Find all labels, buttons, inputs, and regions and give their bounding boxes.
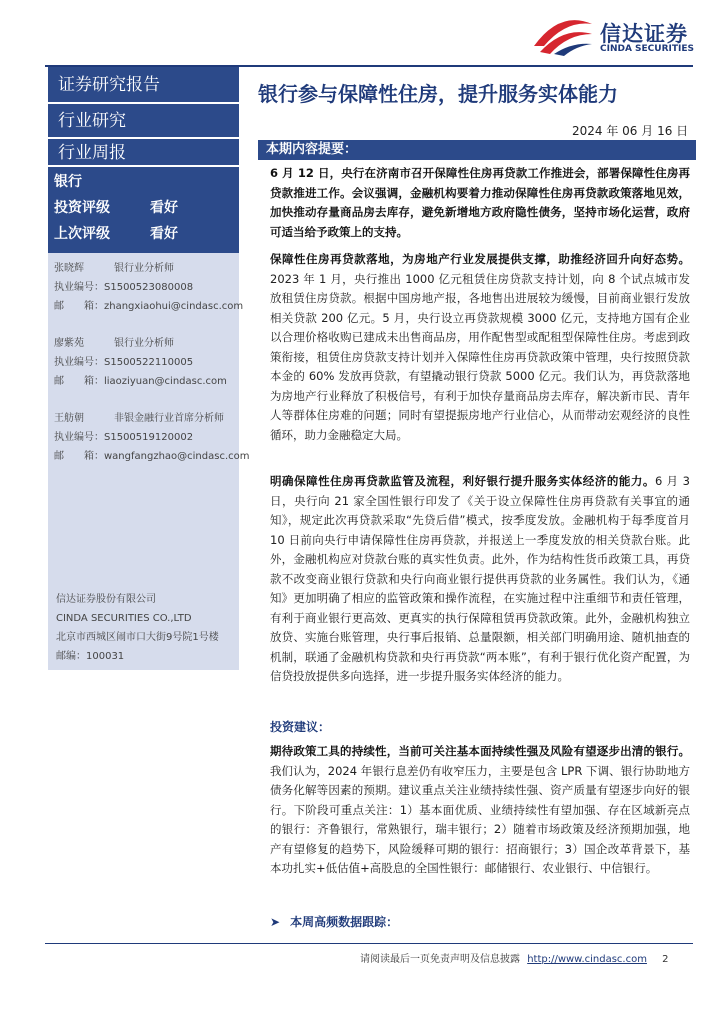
analyst-email[interactable]: 邮 箱：wangfangzhao@cindasc.com bbox=[54, 451, 250, 462]
analyst-2-name-row bbox=[54, 334, 233, 353]
prev-rating-value: 看好 bbox=[150, 226, 178, 242]
prev-rating-label: 上次评级 bbox=[54, 226, 110, 242]
high-frequency-label: 本周高频数据跟踪： bbox=[290, 915, 399, 929]
rating-value: 看好 bbox=[150, 200, 178, 216]
analyst-cert: 执业编号：S1500519120002 bbox=[54, 432, 194, 443]
footer-disclaimer: 请阅读最后一页免责声明及信息披露 bbox=[360, 954, 520, 965]
analyst-name: 廖紫苑 bbox=[54, 338, 84, 349]
high-frequency-heading bbox=[270, 913, 398, 930]
paragraph-4 bbox=[270, 742, 690, 879]
report-date: 2024 年 06 月 16 日 bbox=[572, 124, 689, 138]
paragraph-2-bold: 保障性住房再贷款落地，为房地产行业发展提供支撑，助推经济回升向好态势。 bbox=[270, 252, 690, 266]
paragraph-1-bold: 6 月 12 日，央行在济南市召开保障性住房再贷款工作推进会，部署保障性住房再贷款推进工作。会议强调，金融机构要着力推动保障性住房再贷款政策落地见效，加快推动存量商品房去库存，避免新增地方政府隐性债务，坚持市场化运营，政府可适当给予政策上的支持。 bbox=[270, 166, 690, 239]
paragraph-4-text: 我们认为，2024 年银行息差仍有收窄压力，主要是包含 LPR 下调、银行协助地方债务化解等因素的预期。建议重点关注业绩持续性强、资产质量有望逐步向好的银行。下阶段可重点关注：1）基本面优质、业绩持续性有望加强、存在区域新亮点的银行：齐鲁银行，常熟银行，瑞丰银行；2）随着市场政策及经济预期加强，地产有望修复的趋势下，风险缓释可期的银行：招商银行；3）国企改革背景下，基本功扎实+低估值+高股息的全国性银行：邮储银行、农业银行、中信银行。 bbox=[270, 763, 690, 875]
prev-rating-row bbox=[54, 221, 233, 247]
sidebar bbox=[48, 67, 250, 670]
analyst-1-name-row bbox=[54, 259, 233, 278]
report-title: 银行参与保障性住房，提升服务实体能力 bbox=[258, 82, 618, 106]
analyst-cert: 执业编号：S1500523080008 bbox=[54, 282, 194, 293]
company-info bbox=[56, 590, 219, 666]
analyst-name: 王舫朝 bbox=[54, 413, 84, 424]
analyst-email[interactable]: 邮 箱：zhangxiaohui@cindasc.com bbox=[54, 301, 244, 312]
analyst-role: 银行业分析师 bbox=[114, 263, 174, 274]
analyst-list bbox=[48, 253, 250, 466]
paragraph-2 bbox=[270, 250, 690, 445]
logo-text-cn: 信达证券 bbox=[600, 22, 688, 46]
analyst-cert: 执业编号：S1500522110005 bbox=[54, 357, 194, 368]
company-name-cn: 信达证券股份有限公司 bbox=[56, 594, 156, 605]
page-number: 2 bbox=[662, 954, 669, 965]
investment-advice-heading: 投资建议： bbox=[270, 720, 331, 734]
arrow-right-icon: ➤ bbox=[270, 915, 281, 929]
paragraph-2-text: 2023 年 1 月，央行推出 1000 亿元租赁住房贷款支持计划，向 8 个试点城市发放租赁住房贷款。根据中国房地产报，各地售出进展较为缓慢，目前商业银行发放相关贷款 200 亿元。5 月，央行设立再贷款规模 3000 亿元，支持地方国有企业以合理价格收购已建成未出售商品房，用作配售型或配租型保障性住房。考虑到政策衔接，租赁住房贷款支持计划并入保障性住房再贷款政策中管理，央行按照贷款本金的 60% 发放再贷款，有望撬动银行贷款 5000 亿元。我们认为，再贷款落地为房地产行业释放了积极信号，有利于加快存量商品房去库存，解决新市民、青年人等群体住房难的问题；同时有望提振房地产行业信心，从而带动宏观经济的良性循环，助力金融稳定大局。 bbox=[270, 271, 690, 442]
report-type: 证券研究报告 bbox=[48, 67, 239, 104]
logo-text-en: CINDA SECURITIES bbox=[600, 44, 694, 54]
industry-name: 银行 bbox=[54, 174, 82, 190]
report-category: 行业研究 bbox=[48, 104, 239, 139]
footer-divider bbox=[45, 943, 693, 944]
cinda-logo bbox=[530, 14, 720, 58]
paragraph-4-bold: 期待政策工具的持续性，当前可关注基本面持续性强及风险有望逐步出清的银行。 bbox=[270, 744, 690, 758]
company-name-en: CINDA SECURITIES CO.,LTD bbox=[56, 613, 192, 624]
report-subcategory: 行业周报 bbox=[48, 139, 239, 167]
analyst-3-name-row bbox=[54, 409, 233, 428]
rating-label: 投资评级 bbox=[54, 200, 110, 216]
rating-row bbox=[54, 195, 233, 221]
rating-block bbox=[48, 167, 239, 253]
analyst-name: 张晓辉 bbox=[54, 263, 84, 274]
paragraph-3 bbox=[270, 472, 690, 687]
cinda-logo-mark-icon bbox=[530, 16, 594, 56]
paragraph-1 bbox=[270, 164, 690, 242]
footer bbox=[360, 950, 669, 965]
company-address: 北京市西城区闹市口大街9号院1号楼 bbox=[56, 632, 219, 643]
analyst-role: 银行业分析师 bbox=[114, 338, 174, 349]
paragraph-3-bold: 明确保障性住房再贷款监管及流程，利好银行提升服务实体经济的能力。 bbox=[270, 474, 655, 488]
analyst-email[interactable]: 邮 箱：liaoziyuan@cindasc.com bbox=[54, 376, 227, 387]
company-postcode: 邮编：100031 bbox=[56, 651, 125, 662]
analyst-role: 非银金融行业首席分析师 bbox=[114, 413, 224, 424]
paragraph-3-text: 6 月 3 日，央行向 21 家全国性银行印发了《关于设立保障性住房再贷款有关事宜的通知》，规定此次再贷款采取“先贷后借”模式，按季度发放。金融机构于每季度首月 10 日前向央行申请保障性住房再贷款，并报送上一季度发放的相关贷款台账。此外，金融机构应对贷款台账的真实性负责。此外，作为结构性货币政策工具，再贷款不改变商业银行贷款和央行向商业银行提供再贷款的业务属性。我们认为，《通知》更加明确了相应的监管政策和操作流程，在实施过程中注重细节和责任管理，有利于商业银行更高效、更真实的执行保障租赁再贷款政策。此外，金融机构独立放贷、实施台账管理，央行事后报销、总量限额，相关部门明确用途、随机抽查的机制，联通了金融机构贷款和央行再贷款“两本账”，有利于银行优化资产配置，为信贷投放提供多向选择，进一步提升服务实体经济的能力。 bbox=[270, 474, 690, 683]
summary-header: 本期内容提要： bbox=[258, 140, 696, 160]
footer-url-link[interactable]: http://www.cindasc.com bbox=[527, 954, 647, 965]
